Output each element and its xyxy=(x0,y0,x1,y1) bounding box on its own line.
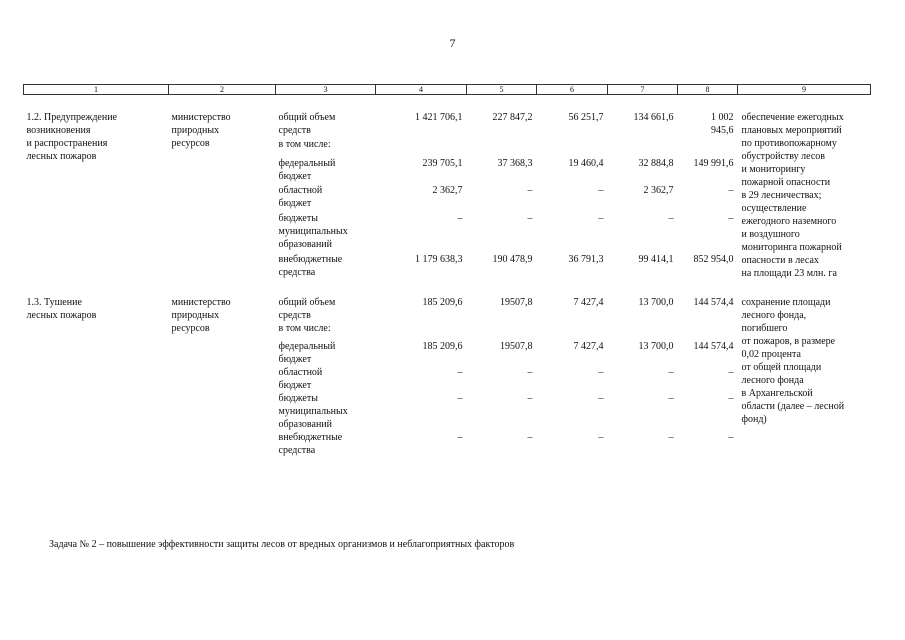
funding-source-label: бюджеты муниципальных образований xyxy=(278,212,348,250)
column-number: 2 xyxy=(169,85,276,95)
page-number: 7 xyxy=(449,36,456,50)
amount-cell xyxy=(467,138,537,157)
funding-source-label: общий объем средств xyxy=(278,112,336,136)
amount-cell: 37 368,3 xyxy=(497,158,533,170)
funding-source-label: общий объем средств xyxy=(278,297,336,321)
program-table xyxy=(23,84,871,457)
amount-cell: – xyxy=(668,212,674,224)
amount-cell: 13 700,0 xyxy=(638,297,674,308)
amount-cell: – xyxy=(457,393,463,404)
amount-cell: 56 251,7 xyxy=(568,112,604,123)
amount-cell xyxy=(608,322,678,340)
amount-cell xyxy=(467,322,537,340)
amount-cell: – xyxy=(598,367,604,378)
measure-title: 1.2. Предупреждение возникновения и распространения лесных пожаров xyxy=(26,112,117,162)
amount-cell: 134 661,6 xyxy=(633,112,674,123)
table-row xyxy=(24,296,871,322)
funding-source-label: областной бюджет xyxy=(278,367,323,391)
amount-cell: 2 362,7 xyxy=(432,185,463,197)
funding-source-label: федеральный бюджет xyxy=(278,341,336,365)
funding-source-label: областной бюджет xyxy=(278,185,323,210)
column-number: 6 xyxy=(537,85,608,95)
amount-cell: 1 421 706,1 xyxy=(415,112,463,123)
amount-cell: – xyxy=(527,393,533,404)
funding-source-label: внебюджетные средства xyxy=(278,253,343,278)
measure-title: 1.3. Тушение лесных пожаров xyxy=(26,297,97,321)
amount-cell: 19 460,4 xyxy=(568,158,604,170)
amount-cell: – xyxy=(527,185,533,197)
amount-cell: 32 884,8 xyxy=(638,158,674,170)
amount-cell: 144 574,4 xyxy=(693,341,734,352)
amount-cell: – xyxy=(527,432,533,443)
funding-source-label: в том числе: xyxy=(278,323,331,334)
amount-cell: – xyxy=(728,432,734,443)
column-number: 8 xyxy=(678,85,738,95)
funding-source-label: в том числе: xyxy=(278,139,331,151)
amount-cell: 144 574,4 xyxy=(693,297,734,308)
executor: министерство природных ресурсов xyxy=(171,297,231,334)
amount-cell: – xyxy=(668,432,674,443)
amount-cell: 19507,8 xyxy=(500,341,533,352)
amount-cell: – xyxy=(668,393,674,404)
amount-cell: – xyxy=(527,212,533,224)
amount-cell: 239 705,1 xyxy=(422,158,463,170)
amount-cell xyxy=(376,322,467,340)
column-number: 1 xyxy=(24,85,169,95)
amount-cell: 99 414,1 xyxy=(638,253,674,265)
amount-cell: – xyxy=(457,367,463,378)
funding-source-label: федеральный бюджет xyxy=(278,158,336,183)
amount-cell xyxy=(678,138,738,157)
amount-cell: 7 427,4 xyxy=(573,297,604,308)
amount-cell: – xyxy=(598,393,604,404)
column-number: 4 xyxy=(376,85,467,95)
amount-cell: 36 791,3 xyxy=(568,253,604,265)
amount-cell: – xyxy=(598,212,604,224)
section-spacer xyxy=(24,280,871,296)
amount-cell: 13 700,0 xyxy=(638,341,674,352)
amount-cell: 185 209,6 xyxy=(422,341,463,352)
amount-cell: 2 362,7 xyxy=(643,185,674,197)
column-number: 3 xyxy=(276,85,376,95)
task-heading: Задача № 2 – повышение эффективности защиты лесов от вредных организмов и неблагоприятных факторов xyxy=(49,539,515,550)
amount-cell: – xyxy=(668,367,674,378)
amount-cell: 190 478,9 xyxy=(492,253,533,265)
expected-result: обеспечение ежегодных плановых мероприятий по противопожарному обустройству лесов и мониторингу пожарной опасности в 29 лесничествах; осуществление ежегодного наземного и воздушного мониторинга пожарной опасности в лесах на площади 23 млн. га xyxy=(741,112,844,279)
amount-cell xyxy=(678,322,738,340)
amount-cell: 852 954,0 xyxy=(693,253,734,265)
amount-cell: – xyxy=(728,212,734,224)
funding-source-label: бюджеты муниципальных образований xyxy=(278,393,348,430)
amount-cell: 1 002 945,6 xyxy=(711,112,734,136)
column-number: 7 xyxy=(608,85,678,95)
amount-cell: – xyxy=(598,432,604,443)
amount-cell: 7 427,4 xyxy=(573,341,604,352)
amount-cell: 185 209,6 xyxy=(422,297,463,308)
column-number: 5 xyxy=(467,85,537,95)
expected-result: сохранение площади лесного фонда, погибшего от пожаров, в размере 0,02 процента от общей площади лесного фонда в Архангельской области (далее – лесной фонд) xyxy=(741,297,845,425)
column-number: 9 xyxy=(738,85,871,95)
executor: министерство природных ресурсов xyxy=(171,112,231,149)
amount-cell: – xyxy=(457,212,463,224)
amount-cell xyxy=(608,138,678,157)
amount-cell xyxy=(376,138,467,157)
amount-cell: 1 179 638,3 xyxy=(415,253,463,265)
amount-cell: – xyxy=(728,393,734,404)
amount-cell: 19507,8 xyxy=(500,297,533,308)
amount-cell: 149 991,6 xyxy=(693,158,734,170)
amount-cell: – xyxy=(728,367,734,378)
table-row xyxy=(24,111,871,138)
amount-cell: – xyxy=(598,185,604,197)
funding-source-label: внебюджетные средства xyxy=(278,432,343,456)
amount-cell xyxy=(537,138,608,157)
amount-cell: – xyxy=(457,432,463,443)
amount-cell xyxy=(537,322,608,340)
amount-cell: – xyxy=(527,367,533,378)
amount-cell: 227 847,2 xyxy=(492,112,533,123)
section-spacer xyxy=(24,95,871,112)
column-number-row xyxy=(24,85,871,95)
amount-cell: – xyxy=(728,185,734,197)
